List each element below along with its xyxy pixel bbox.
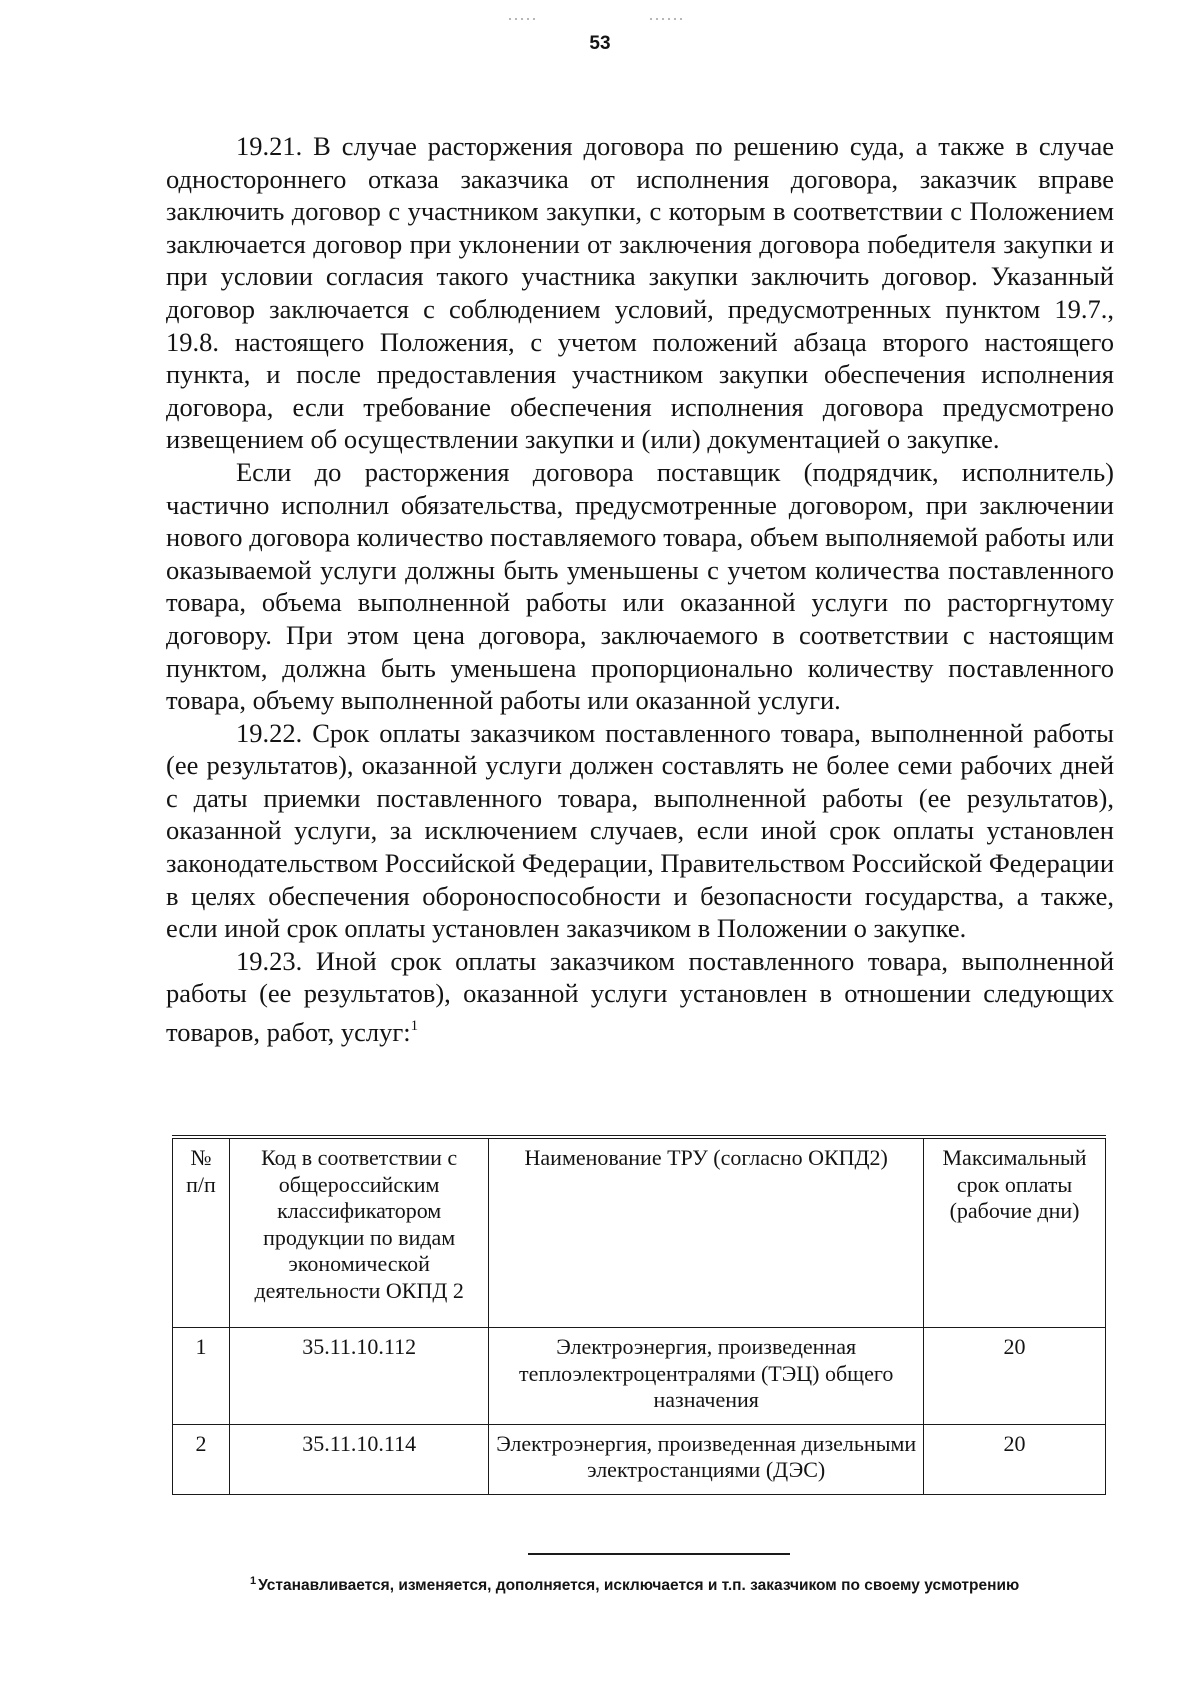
footnote-separator: [528, 1553, 790, 1555]
table-row: [173, 1424, 1106, 1494]
payment-term-table: [172, 1138, 1106, 1495]
header-product-name: Наименование ТРУ (согласно ОКПД2): [489, 1139, 924, 1328]
row-number: 2: [173, 1424, 230, 1494]
footnote: [250, 1575, 1070, 1595]
footnote-text: Устанавливается, изменяется, дополняется, исключается и т.п. заказчиком по своему усмотрению: [258, 1577, 1020, 1594]
header-max-payment-term: Максимальный срок оплаты (рабочие дни): [924, 1139, 1106, 1328]
row-okpd2-code: 35.11.10.114: [229, 1424, 488, 1494]
row-okpd2-code: 35.11.10.112: [229, 1328, 488, 1425]
footnote-mark: 1: [250, 1575, 257, 1587]
row-payment-term: 20: [924, 1424, 1106, 1494]
paragraph-19-23-text: 19.23. Иной срок оплаты заказчиком поставленного товара, выполненной работы (ее результатов), оказанной услуги установлен в отношении следующих товаров, работ, услуг:: [166, 945, 1114, 1048]
table-header-row: [173, 1139, 1106, 1328]
row-product-name: Электроэнергия, произведенная дизельными электростанциями (ДЭС): [489, 1424, 924, 1494]
header-okpd2-code: Код в соответствии с общероссийским классификатором продукции по видам экономической деятельности ОКПД 2: [229, 1139, 488, 1328]
scan-artifact: [648, 10, 700, 24]
row-number: 1: [173, 1328, 230, 1425]
paragraph-19-23: [166, 945, 1114, 1049]
payment-term-table-wrapper: [172, 1138, 1106, 1495]
paragraph-19-21: 19.21. В случае расторжения договора по решению суда, а также в случае одностороннего отказа заказчика от исполнения договора, заказчик вправе заключить договор с участником закупки, с которым в соответствии с Положением заключается договор при уклонении от заключения договора победителя закупки и при условии согласия такого участника закупки заключить договор. Указанный договор заключается с соблюдением условий, предусмотренных пунктом 19.7., 19.8. настоящего Положения, с учетом положений абзаца второго настоящего пункта, и после предоставления участником закупки обеспечения исполнения договора, если требование обеспечения исполнения договора предусмотрено извещением об осуществлении закупки и (или) документацией о закупке.: [166, 131, 1114, 455]
scan-artifact: [507, 10, 557, 24]
footnote-reference: 1: [410, 1018, 419, 1035]
paragraph-19-21-part-2: Если до расторжения договора поставщик (подрядчик, исполнитель) частично исполнил обязательства, предусмотренные договором, при заключении нового договора количество поставляемого товара, объем выполняемой работы или оказываемой услуги должны быть уменьшены с учетом количества поставленного товара, объема выполненной работы или оказанной услуги по расторгнутому договору. При этом цена договора, заключаемого в соответствии с настоящим пунктом, должна быть уменьшена пропорционально количеству поставленного товара, объему выполненной работы или оказанной услуги.: [166, 456, 1114, 716]
table-top-rule: [172, 1135, 1106, 1136]
paragraph-19-22: 19.22. Срок оплаты заказчиком поставленного товара, выполненной работы (ее результатов), оказанной услуги должен составлять не более семи рабочих дней с даты приемки поставленного товара, выполненной работы (ее результатов), оказанной услуги, за исключением случаев, если иной срок оплаты установлен законодательством Российской Федерации, Правительством Российской Федерации в целях обеспечения обороноспособности и безопасности государства, а также, если иной срок оплаты установлен заказчиком в Положении о закупке.: [166, 717, 1115, 944]
row-product-name: Электроэнергия, произведенная теплоэлектроцентралями (ТЭЦ) общего назначения: [489, 1328, 924, 1425]
page-number: 53: [589, 33, 611, 54]
document-body: [166, 130, 1114, 1049]
table-row: [173, 1328, 1106, 1425]
row-payment-term: 20: [924, 1328, 1106, 1425]
header-number: № п/п: [173, 1139, 230, 1328]
